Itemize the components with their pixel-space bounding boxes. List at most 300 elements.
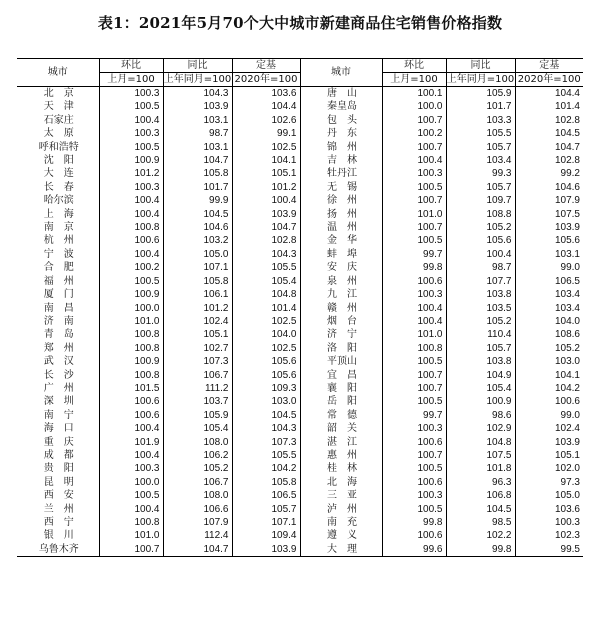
header-yoy-left: 同比 xyxy=(163,59,232,73)
table-row xyxy=(17,369,583,382)
base-value-cell: 105.1 xyxy=(554,449,580,461)
city-name-cell: 重 庆 xyxy=(17,436,99,449)
table-row xyxy=(17,234,583,247)
table-row xyxy=(17,194,583,207)
mom-value-cell: 100.5 xyxy=(99,100,163,113)
base-value-cell: 102.8 xyxy=(554,155,580,167)
mom-value-cell: 100.0 xyxy=(99,302,163,315)
table-row xyxy=(17,449,583,462)
city-name-cell: 北 京 xyxy=(17,87,99,101)
city-name-cell: 唐 山 xyxy=(300,87,382,101)
mom-value-cell: 101.2 xyxy=(99,167,163,180)
mom-value-cell: 100.9 xyxy=(99,154,163,167)
mom-value-cell: 100.4 xyxy=(99,114,163,127)
city-name-cell: 锦 州 xyxy=(300,141,382,154)
table-row xyxy=(17,462,583,475)
mom-value-cell: 101.0 xyxy=(99,529,163,542)
city-name-cell: 桂 林 xyxy=(300,462,382,475)
yoy-value-cell: 102.9 xyxy=(446,422,515,435)
subheader-yoy-right: 上年同月=100 xyxy=(446,74,515,85)
city-name-cell: 石家庄 xyxy=(17,114,99,127)
base-value-cell: 102.5 xyxy=(232,141,300,154)
mom-value-cell: 101.0 xyxy=(382,208,446,221)
header-city-right: 城市 xyxy=(300,59,382,87)
table-row xyxy=(17,127,583,140)
table-body xyxy=(17,87,583,557)
yoy-value-cell: 100.4 xyxy=(446,248,515,261)
city-name-cell: 深 圳 xyxy=(17,395,99,408)
table-row xyxy=(17,328,583,341)
mom-value-cell: 100.3 xyxy=(382,288,446,301)
mom-value-cell: 100.7 xyxy=(382,221,446,234)
yoy-value-cell: 105.0 xyxy=(163,248,232,261)
yoy-value-cell: 112.4 xyxy=(163,529,232,542)
yoy-value-cell: 106.2 xyxy=(163,449,232,462)
table-row xyxy=(17,181,583,194)
city-name-cell: 丹 东 xyxy=(300,127,382,140)
mom-value-cell: 100.5 xyxy=(99,489,163,502)
mom-value-cell: 100.4 xyxy=(99,449,163,462)
yoy-value-cell: 105.9 xyxy=(446,87,515,101)
mom-value-cell: 100.6 xyxy=(382,529,446,542)
yoy-value-cell: 96.3 xyxy=(446,476,515,489)
mom-value-cell: 99.8 xyxy=(382,261,446,274)
yoy-value-cell: 105.6 xyxy=(446,234,515,247)
subheader-base-left: 2020年=100 xyxy=(232,73,300,87)
table-row xyxy=(17,261,583,274)
yoy-value-cell: 105.1 xyxy=(163,328,232,341)
table-row xyxy=(17,543,583,557)
table-row xyxy=(17,395,583,408)
mom-value-cell: 100.5 xyxy=(382,181,446,194)
yoy-value-cell: 103.4 xyxy=(446,154,515,167)
city-name-cell: 三 亚 xyxy=(300,489,382,502)
yoy-value-cell: 108.0 xyxy=(163,436,232,449)
header-yoy-right: 同比 xyxy=(446,59,515,73)
yoy-value-cell: 98.7 xyxy=(163,127,232,140)
base-value-cell: 104.2 xyxy=(554,382,580,394)
table-row xyxy=(17,436,583,449)
city-name-cell: 泉 州 xyxy=(300,275,382,288)
city-name-cell: 温 州 xyxy=(300,221,382,234)
yoy-value-cell: 103.1 xyxy=(163,114,232,127)
yoy-value-cell: 104.8 xyxy=(446,436,515,449)
table-row xyxy=(17,248,583,261)
base-value-cell: 104.5 xyxy=(554,128,580,140)
city-name-cell: 西 宁 xyxy=(17,516,99,529)
mom-value-cell: 100.6 xyxy=(382,476,446,489)
mom-value-cell: 100.8 xyxy=(99,221,163,234)
mom-value-cell: 100.7 xyxy=(382,114,446,127)
mom-value-cell: 101.5 xyxy=(99,382,163,395)
base-value-cell: 105.6 xyxy=(232,369,300,382)
mom-value-cell: 100.5 xyxy=(382,503,446,516)
city-name-cell: 南 宁 xyxy=(17,409,99,422)
mom-value-cell: 100.6 xyxy=(382,275,446,288)
base-value-cell: 103.6 xyxy=(554,503,580,515)
mom-value-cell: 99.7 xyxy=(382,248,446,261)
yoy-value-cell: 99.3 xyxy=(446,167,515,180)
mom-value-cell: 100.1 xyxy=(382,87,446,101)
base-value-cell: 104.0 xyxy=(554,315,580,327)
base-value-cell: 103.9 xyxy=(232,208,300,221)
base-value-cell: 104.1 xyxy=(232,154,300,167)
city-name-cell: 徐 州 xyxy=(300,194,382,207)
base-value-cell: 102.0 xyxy=(554,463,580,475)
city-name-cell: 大 理 xyxy=(300,543,382,557)
city-name-cell: 乌鲁木齐 xyxy=(17,543,99,557)
mom-value-cell: 100.5 xyxy=(382,355,446,368)
mom-value-cell: 100.5 xyxy=(382,234,446,247)
yoy-value-cell: 107.3 xyxy=(163,355,232,368)
table-row xyxy=(17,288,583,301)
base-value-cell: 106.5 xyxy=(554,275,580,287)
yoy-value-cell: 105.4 xyxy=(446,382,515,395)
yoy-value-cell: 103.5 xyxy=(446,302,515,315)
base-value-cell: 99.0 xyxy=(560,409,580,421)
subheader-mom-left: 上月=100 xyxy=(99,73,163,87)
base-value-cell: 104.8 xyxy=(232,288,300,301)
subheader-yoy-left: 上年同月=100 xyxy=(163,74,232,85)
mom-value-cell: 100.2 xyxy=(99,261,163,274)
base-value-cell: 105.0 xyxy=(554,490,580,502)
base-value-cell: 107.9 xyxy=(554,195,580,207)
base-value-cell: 102.3 xyxy=(554,530,580,542)
table-row xyxy=(17,302,583,315)
city-name-cell: 宜 昌 xyxy=(300,369,382,382)
base-value-cell: 107.1 xyxy=(232,516,300,529)
city-name-cell: 韶 关 xyxy=(300,422,382,435)
city-name-cell: 洛 阳 xyxy=(300,342,382,355)
city-name-cell: 上 海 xyxy=(17,208,99,221)
city-name-cell: 贵 阳 xyxy=(17,462,99,475)
city-name-cell: 平顶山 xyxy=(300,355,382,368)
price-index-table xyxy=(17,58,583,557)
yoy-value-cell: 106.8 xyxy=(446,489,515,502)
city-name-cell: 南 京 xyxy=(17,221,99,234)
mom-value-cell: 100.3 xyxy=(99,127,163,140)
table-row xyxy=(17,409,583,422)
yoy-value-cell: 104.3 xyxy=(163,87,232,101)
mom-value-cell: 100.3 xyxy=(99,87,163,101)
yoy-value-cell: 107.5 xyxy=(446,449,515,462)
mom-value-cell: 100.8 xyxy=(99,342,163,355)
base-value-cell: 99.5 xyxy=(515,543,583,557)
base-value-cell: 105.6 xyxy=(554,235,580,247)
city-name-cell: 呼和浩特 xyxy=(17,141,99,154)
mom-value-cell: 100.6 xyxy=(99,234,163,247)
mom-value-cell: 100.7 xyxy=(382,141,446,154)
mom-value-cell: 100.8 xyxy=(99,369,163,382)
base-value-cell: 99.1 xyxy=(232,127,300,140)
mom-value-cell: 100.3 xyxy=(382,422,446,435)
mom-value-cell: 100.4 xyxy=(99,194,163,207)
yoy-value-cell: 103.3 xyxy=(446,114,515,127)
city-name-cell: 青 岛 xyxy=(17,328,99,341)
table-row xyxy=(17,422,583,435)
base-value-cell: 104.7 xyxy=(232,221,300,234)
header-base-left: 定基 xyxy=(232,59,300,73)
city-name-cell: 无 锡 xyxy=(300,181,382,194)
mom-value-cell: 100.4 xyxy=(99,422,163,435)
header-city-left: 城市 xyxy=(17,59,99,87)
base-value-cell: 103.9 xyxy=(554,222,580,234)
mom-value-cell: 100.4 xyxy=(99,248,163,261)
yoy-value-cell: 103.8 xyxy=(446,288,515,301)
base-value-cell: 99.2 xyxy=(560,168,580,180)
city-name-cell: 烟 台 xyxy=(300,315,382,328)
mom-value-cell: 100.4 xyxy=(99,503,163,516)
base-value-cell: 103.9 xyxy=(232,543,300,557)
yoy-value-cell: 102.4 xyxy=(163,315,232,328)
base-value-cell: 102.4 xyxy=(554,423,580,435)
mom-value-cell: 100.3 xyxy=(99,462,163,475)
mom-value-cell: 100.7 xyxy=(382,382,446,395)
yoy-value-cell: 107.1 xyxy=(163,261,232,274)
base-value-cell: 103.6 xyxy=(232,87,300,101)
mom-value-cell: 100.3 xyxy=(382,489,446,502)
city-name-cell: 包 头 xyxy=(300,114,382,127)
table-row xyxy=(17,476,583,489)
base-value-cell: 104.4 xyxy=(232,100,300,113)
city-name-cell: 银 川 xyxy=(17,529,99,542)
yoy-value-cell: 109.7 xyxy=(446,194,515,207)
base-value-cell: 109.4 xyxy=(232,529,300,542)
city-name-cell: 湛 江 xyxy=(300,436,382,449)
city-name-cell: 合 肥 xyxy=(17,261,99,274)
header-mom-right: 环比 xyxy=(382,59,446,73)
mom-value-cell: 100.5 xyxy=(99,275,163,288)
yoy-value-cell: 105.2 xyxy=(446,315,515,328)
city-name-cell: 惠 州 xyxy=(300,449,382,462)
table-row xyxy=(17,154,583,167)
city-name-cell: 岳 阳 xyxy=(300,395,382,408)
mom-value-cell: 100.8 xyxy=(99,516,163,529)
mom-value-cell: 100.4 xyxy=(382,315,446,328)
base-value-cell: 104.4 xyxy=(554,88,580,99)
table-row xyxy=(17,342,583,355)
mom-value-cell: 100.6 xyxy=(382,436,446,449)
mom-value-cell: 99.6 xyxy=(382,543,446,557)
base-value-cell: 103.0 xyxy=(554,356,580,368)
yoy-value-cell: 99.8 xyxy=(446,543,515,557)
table-row xyxy=(17,100,583,113)
mom-value-cell: 100.6 xyxy=(99,395,163,408)
mom-value-cell: 99.8 xyxy=(382,516,446,529)
mom-value-cell: 100.5 xyxy=(382,462,446,475)
city-name-cell: 长 春 xyxy=(17,181,99,194)
city-name-cell: 赣 州 xyxy=(300,302,382,315)
table-row xyxy=(17,87,583,101)
base-value-cell: 99.0 xyxy=(560,262,580,274)
city-name-cell: 牡丹江 xyxy=(300,167,382,180)
yoy-value-cell: 101.8 xyxy=(446,462,515,475)
yoy-value-cell: 101.7 xyxy=(446,100,515,113)
base-value-cell: 104.1 xyxy=(554,369,580,381)
yoy-value-cell: 105.8 xyxy=(163,275,232,288)
base-value-cell: 107.3 xyxy=(232,436,300,449)
mom-value-cell: 100.9 xyxy=(99,355,163,368)
base-value-cell: 102.5 xyxy=(232,315,300,328)
base-value-cell: 104.7 xyxy=(554,141,580,153)
base-value-cell: 103.4 xyxy=(554,289,580,301)
subheader-base-right: 2020年=100 xyxy=(515,73,583,87)
base-value-cell: 102.6 xyxy=(232,114,300,127)
base-value-cell: 100.4 xyxy=(232,194,300,207)
city-name-cell: 扬 州 xyxy=(300,208,382,221)
mom-value-cell: 100.7 xyxy=(382,194,446,207)
city-name-cell: 广 州 xyxy=(17,382,99,395)
mom-value-cell: 100.8 xyxy=(382,342,446,355)
mom-value-cell: 100.5 xyxy=(99,141,163,154)
mom-value-cell: 100.9 xyxy=(99,288,163,301)
mom-value-cell: 101.0 xyxy=(99,315,163,328)
header-mom-left: 环比 xyxy=(99,59,163,73)
yoy-value-cell: 105.2 xyxy=(163,462,232,475)
yoy-value-cell: 106.1 xyxy=(163,288,232,301)
mom-value-cell: 100.3 xyxy=(382,167,446,180)
mom-value-cell: 100.0 xyxy=(99,476,163,489)
yoy-value-cell: 110.4 xyxy=(446,328,515,341)
mom-value-cell: 100.7 xyxy=(99,543,163,557)
table-title: 表1：2021年5月70个大中城市新建商品住宅销售价格指数 xyxy=(97,14,503,32)
yoy-value-cell: 105.7 xyxy=(446,141,515,154)
mom-value-cell: 100.3 xyxy=(99,181,163,194)
subheader-mom-right: 上月=100 xyxy=(382,73,446,87)
yoy-value-cell: 104.6 xyxy=(163,221,232,234)
city-name-cell: 常 德 xyxy=(300,409,382,422)
base-value-cell: 104.2 xyxy=(232,462,300,475)
city-name-cell: 兰 州 xyxy=(17,503,99,516)
city-name-cell: 哈尔滨 xyxy=(17,194,99,207)
yoy-value-cell: 108.0 xyxy=(163,489,232,502)
table-row xyxy=(17,221,583,234)
base-value-cell: 103.1 xyxy=(554,248,580,260)
mom-value-cell: 100.5 xyxy=(382,395,446,408)
city-name-cell: 西 安 xyxy=(17,489,99,502)
city-name-cell: 大 连 xyxy=(17,167,99,180)
city-name-cell: 天 津 xyxy=(17,100,99,113)
yoy-value-cell: 102.7 xyxy=(163,342,232,355)
city-name-cell: 南 充 xyxy=(300,516,382,529)
table-row xyxy=(17,167,583,180)
base-value-cell: 105.8 xyxy=(232,476,300,489)
table-row xyxy=(17,529,583,542)
base-value-cell: 101.4 xyxy=(232,302,300,315)
base-value-cell: 105.5 xyxy=(232,449,300,462)
city-name-cell: 沈 阳 xyxy=(17,154,99,167)
yoy-value-cell: 102.2 xyxy=(446,529,515,542)
yoy-value-cell: 103.9 xyxy=(163,100,232,113)
base-value-cell: 104.6 xyxy=(554,181,580,193)
base-value-cell: 97.3 xyxy=(560,476,580,488)
city-name-cell: 金 华 xyxy=(300,234,382,247)
mom-value-cell: 100.8 xyxy=(99,328,163,341)
base-value-cell: 107.5 xyxy=(554,208,580,220)
yoy-value-cell: 108.8 xyxy=(446,208,515,221)
city-name-cell: 北 海 xyxy=(300,476,382,489)
table-row xyxy=(17,489,583,502)
table-row xyxy=(17,208,583,221)
base-value-cell: 105.6 xyxy=(232,355,300,368)
city-name-cell: 海 口 xyxy=(17,422,99,435)
yoy-value-cell: 104.5 xyxy=(446,503,515,516)
table-row xyxy=(17,503,583,516)
base-value-cell: 103.9 xyxy=(554,436,580,448)
city-name-cell: 武 汉 xyxy=(17,355,99,368)
yoy-value-cell: 107.7 xyxy=(446,275,515,288)
yoy-value-cell: 111.2 xyxy=(163,382,232,395)
yoy-value-cell: 105.8 xyxy=(163,167,232,180)
yoy-value-cell: 101.7 xyxy=(163,181,232,194)
city-name-cell: 遵 义 xyxy=(300,529,382,542)
mom-value-cell: 100.7 xyxy=(382,449,446,462)
table-row xyxy=(17,382,583,395)
city-name-cell: 南 昌 xyxy=(17,302,99,315)
yoy-value-cell: 106.6 xyxy=(163,503,232,516)
yoy-value-cell: 105.2 xyxy=(446,221,515,234)
yoy-value-cell: 100.9 xyxy=(446,395,515,408)
yoy-value-cell: 105.9 xyxy=(163,409,232,422)
mom-value-cell: 100.4 xyxy=(99,208,163,221)
yoy-value-cell: 98.7 xyxy=(446,261,515,274)
city-name-cell: 昆 明 xyxy=(17,476,99,489)
table-row xyxy=(17,516,583,529)
city-name-cell: 泸 州 xyxy=(300,503,382,516)
base-value-cell: 100.6 xyxy=(554,396,580,408)
base-value-cell: 109.3 xyxy=(232,382,300,395)
yoy-value-cell: 105.4 xyxy=(163,422,232,435)
base-value-cell: 108.6 xyxy=(554,329,580,341)
city-name-cell: 蚌 埠 xyxy=(300,248,382,261)
yoy-value-cell: 104.7 xyxy=(163,154,232,167)
yoy-value-cell: 99.9 xyxy=(163,194,232,207)
base-value-cell: 102.8 xyxy=(232,234,300,247)
yoy-value-cell: 105.5 xyxy=(446,127,515,140)
mom-value-cell: 100.7 xyxy=(382,369,446,382)
city-name-cell: 成 都 xyxy=(17,449,99,462)
header-base-right: 定基 xyxy=(515,59,583,73)
base-value-cell: 106.5 xyxy=(232,489,300,502)
base-value-cell: 105.1 xyxy=(232,167,300,180)
city-name-cell: 秦皇岛 xyxy=(300,100,382,113)
base-value-cell: 105.2 xyxy=(554,342,580,354)
base-value-cell: 101.2 xyxy=(232,181,300,194)
base-value-cell: 104.3 xyxy=(232,248,300,261)
base-value-cell: 105.5 xyxy=(232,261,300,274)
mom-value-cell: 100.0 xyxy=(382,100,446,113)
mom-value-cell: 101.0 xyxy=(382,328,446,341)
yoy-value-cell: 101.2 xyxy=(163,302,232,315)
base-value-cell: 105.7 xyxy=(232,503,300,516)
yoy-value-cell: 105.7 xyxy=(446,342,515,355)
yoy-value-cell: 106.7 xyxy=(163,369,232,382)
city-name-cell: 杭 州 xyxy=(17,234,99,247)
base-value-cell: 104.3 xyxy=(232,422,300,435)
yoy-value-cell: 103.7 xyxy=(163,395,232,408)
city-name-cell: 福 州 xyxy=(17,275,99,288)
yoy-value-cell: 104.5 xyxy=(163,208,232,221)
yoy-value-cell: 103.1 xyxy=(163,141,232,154)
table-row xyxy=(17,141,583,154)
city-name-cell: 襄 阳 xyxy=(300,382,382,395)
city-name-cell: 郑 州 xyxy=(17,342,99,355)
mom-value-cell: 100.2 xyxy=(382,127,446,140)
city-name-cell: 宁 波 xyxy=(17,248,99,261)
yoy-value-cell: 98.5 xyxy=(446,516,515,529)
base-value-cell: 101.4 xyxy=(554,101,580,113)
table-row xyxy=(17,275,583,288)
